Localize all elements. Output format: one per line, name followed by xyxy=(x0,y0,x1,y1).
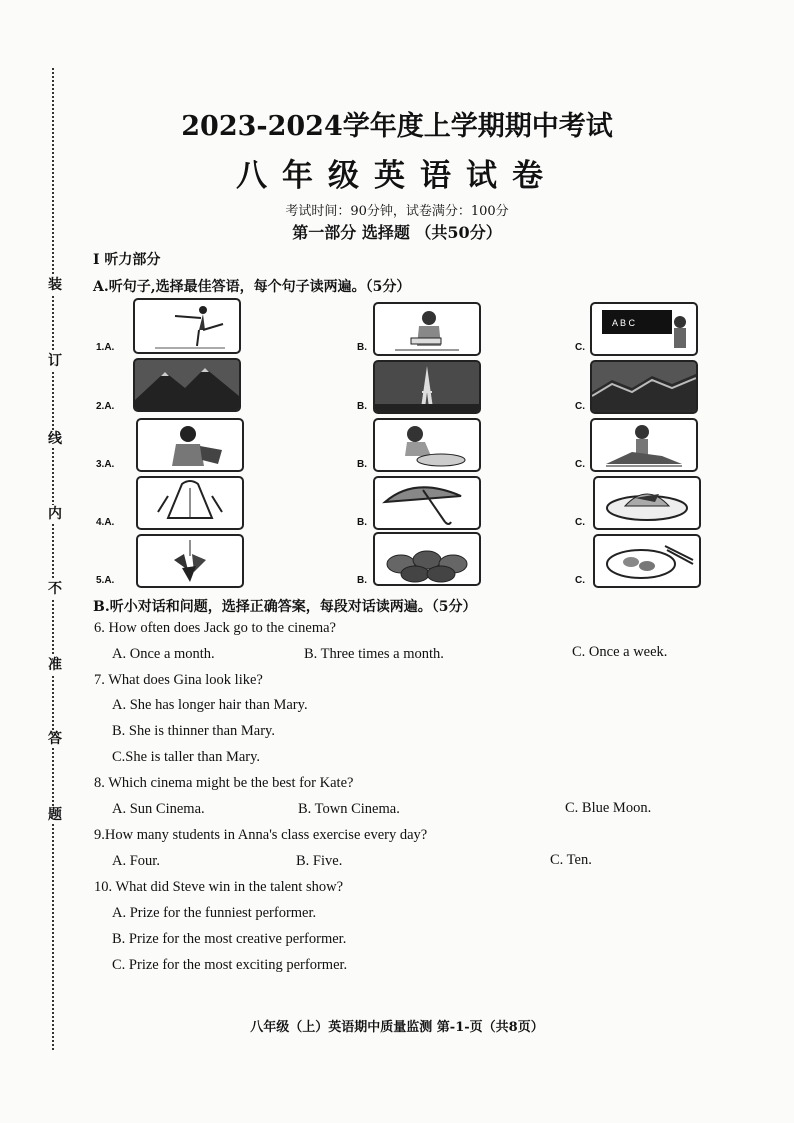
exam-title: 2023-2024学年度上学期期中考试 xyxy=(181,111,613,142)
boy-sweeping-icon xyxy=(590,418,698,472)
question-text: 8. Which cinema might be the best for Kate? xyxy=(94,775,354,791)
question-text: 10. What did Steve win in the talent show? xyxy=(94,879,344,895)
section-listening-heading: I 听力部分 xyxy=(93,252,161,268)
question-text: 7. What does Gina look like? xyxy=(94,672,263,688)
option-a: A. Once a month. xyxy=(112,646,215,662)
section-a-instruction: A.听句子,选择最佳答语，每个句子读两遍。（5分） xyxy=(93,279,411,295)
option-label: B. xyxy=(357,342,367,353)
option-c: C.She is taller than Mary. xyxy=(112,749,261,765)
option-label: B. xyxy=(357,517,367,528)
dumplings-icon xyxy=(593,534,701,588)
girl-reading-icon xyxy=(373,302,481,356)
option-label: B. xyxy=(357,459,367,470)
mooncakes-icon xyxy=(373,532,481,586)
mountain-photo-icon xyxy=(133,358,241,412)
option-a: A. Four. xyxy=(112,853,160,869)
girl-with-clothes-icon xyxy=(136,418,244,472)
page-footer: 八年级（上）英语期中质量监测 第-1-页（共8页） xyxy=(250,1020,544,1035)
option-label: C. xyxy=(575,517,585,528)
svg-text:A B C: A B C xyxy=(612,318,636,328)
option-label: B. xyxy=(357,575,367,586)
binding-char: 答 xyxy=(48,731,62,747)
option-label: 3.A. xyxy=(96,459,115,470)
part-title: 第一部分 选择题 （共50分） xyxy=(292,223,502,242)
option-label: B. xyxy=(357,401,367,412)
exam-subtitle: 八年级英语试卷 xyxy=(236,158,558,194)
umbrella-icon xyxy=(373,476,481,530)
binding-char: 题 xyxy=(48,807,62,823)
raincoat-icon xyxy=(136,476,244,530)
option-label: 1.A. xyxy=(96,342,115,353)
option-b: B. Town Cinema. xyxy=(298,801,400,817)
option-b: B. Three times a month. xyxy=(304,646,444,662)
teacher-blackboard-icon xyxy=(590,302,698,356)
option-label: C. xyxy=(575,342,585,353)
option-c: C. Prize for the most exciting performer. xyxy=(112,957,348,973)
option-b: B. Five. xyxy=(296,853,343,869)
binding-char: 订 xyxy=(48,353,62,369)
exam-info: 考试时间：90分钟，试卷满分：100分 xyxy=(285,204,509,219)
option-a: A. Sun Cinema. xyxy=(112,801,205,817)
option-c: C. Ten. xyxy=(550,852,592,868)
zongzi-icon xyxy=(136,534,244,588)
great-wall-photo-icon xyxy=(590,360,698,414)
option-label: 4.A. xyxy=(96,517,115,528)
sun-hat-icon xyxy=(593,476,701,530)
binding-char: 线 xyxy=(48,431,62,447)
section-b-instruction: B.听小对话和问题，选择正确答案，每段对话读两遍。（5分） xyxy=(93,599,477,615)
question-text: 9.How many students in Anna's class exercise every day? xyxy=(94,827,428,843)
girl-washing-icon xyxy=(373,418,481,472)
option-label: 2.A. xyxy=(96,401,115,412)
binding-char: 装 xyxy=(48,277,62,293)
eiffel-tower-photo-icon xyxy=(373,360,481,414)
option-a: A. She has longer hair than Mary. xyxy=(112,697,308,713)
option-b: B. Prize for the most creative performer. xyxy=(112,931,347,947)
question-text: 6. How often does Jack go to the cinema? xyxy=(94,620,336,636)
option-c: C. Once a week. xyxy=(572,644,668,660)
binding-char: 不 xyxy=(48,581,62,597)
option-c: C. Blue Moon. xyxy=(565,800,652,816)
option-label: C. xyxy=(575,575,585,586)
binding-char: 内 xyxy=(48,506,62,522)
binding-char: 准 xyxy=(48,657,62,673)
option-a: A. Prize for the funniest performer. xyxy=(112,905,317,921)
option-label: C. xyxy=(575,401,585,412)
ballet-dancer-icon xyxy=(133,298,241,354)
option-label: C. xyxy=(575,459,585,470)
option-b: B. She is thinner than Mary. xyxy=(112,723,275,739)
option-label: 5.A. xyxy=(96,575,115,586)
